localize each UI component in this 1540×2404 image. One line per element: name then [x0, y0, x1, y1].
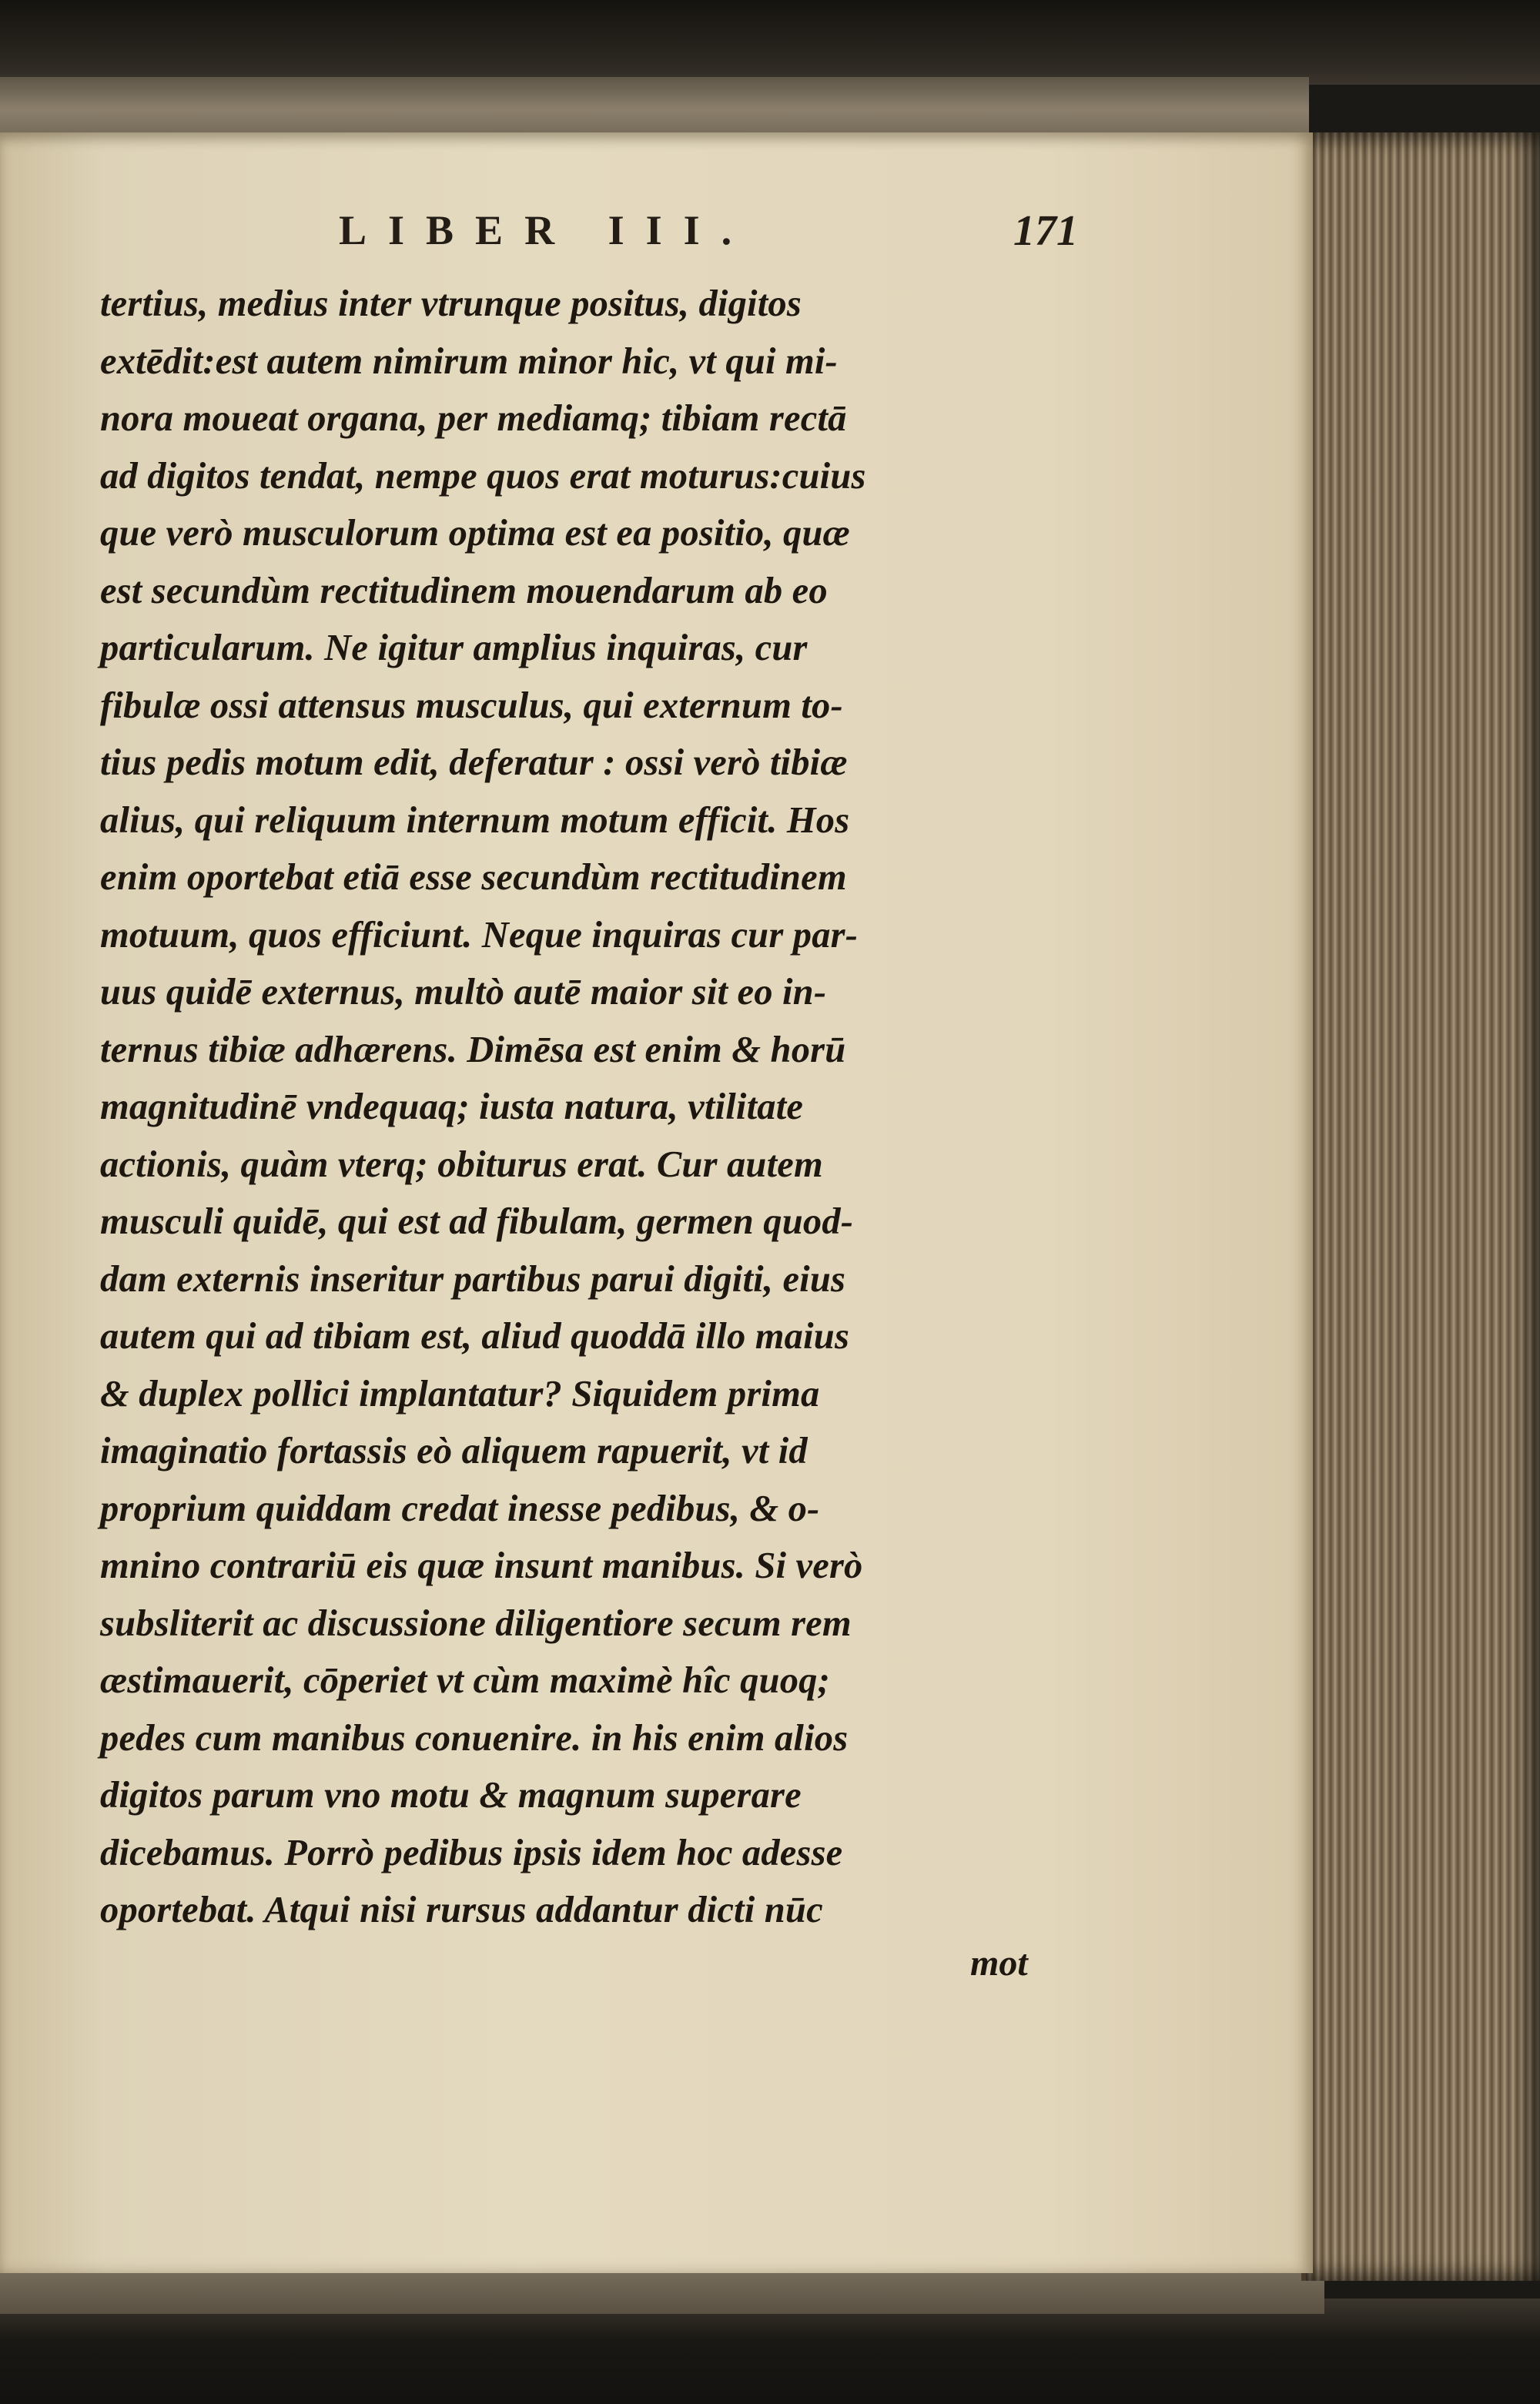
text-line: musculi quidē, qui est ad fibulam, germen quod-: [100, 1201, 854, 1242]
text-line: nora moueat organa, per mediamq; tibiam rectā: [100, 398, 847, 439]
text-line: tertius, medius inter vtrunque positus, digitos: [100, 283, 802, 324]
running-title: LIBER III.: [339, 207, 754, 253]
text-line: est secundùm rectitudinem mouendarum ab eo: [100, 570, 828, 611]
text-line: subsliterit ac discussione diligentiore secum rem: [100, 1602, 852, 1644]
text-line: extēdit:est autem nimirum minor hic, vt qui mi-: [100, 340, 838, 382]
body-text: [100, 276, 1070, 1940]
text-line: oportebat. Atqui nisi rursus addantur dicti nūc: [100, 1890, 823, 1930]
text-line: tius pedis motum edit, deferatur : ossi verò tibiæ: [100, 742, 848, 783]
text-line: proprium quiddam credat inesse pedibus, & o-: [100, 1488, 820, 1529]
text-line: que verò musculorum optima est ea positio, quæ: [100, 513, 850, 554]
text-line: ad digitos tendat, nempe quos erat moturus:cuius: [100, 455, 866, 497]
text-line: dicebamus. Porrò pedibus ipsis idem hoc adesse: [100, 1832, 843, 1873]
page-edges: [1301, 132, 1540, 2281]
text-line: dam externis inseritur partibus parui digiti, eius: [100, 1258, 846, 1300]
text-line: & duplex pollici implantatur? Siquidem prima: [100, 1373, 820, 1415]
text-line: particularum. Ne igitur amplius inquiras, cur: [100, 628, 808, 668]
catchword: mot: [970, 1943, 1028, 1984]
text-line: ternus tibiæ adhærens. Dimēsa est enim & horū: [100, 1029, 846, 1070]
text-line: magnitudinē vndequaq; iusta natura, vtilitate: [100, 1086, 804, 1127]
background-top: [0, 0, 1540, 85]
text-line: imaginatio fortassis eò aliquem rapuerit, vt id: [100, 1431, 808, 1472]
text-line: pedes cum manibus conuenire. in his enim alios: [100, 1717, 849, 1759]
text-line: uus quidē externus, multò autē maior sit eo in-: [100, 972, 827, 1013]
page-number: 171: [1013, 207, 1078, 255]
text-line: alius, qui reliquum internum motum efficit. Hos: [100, 799, 850, 841]
text-line: enim oportebat etiā esse secundùm rectitudinem: [100, 857, 847, 898]
background-bottom: [0, 2299, 1540, 2404]
text-line: autem qui ad tibiam est, aliud quoddā illo maius: [100, 1316, 850, 1357]
text-line: mnino contrariū eis quæ insunt manibus. Si verò: [100, 1545, 863, 1586]
text-line: motuum, quos efficiunt. Neque inquiras cur par-: [100, 914, 859, 956]
text-line: actionis, quàm vterq; obiturus erat. Cur autem: [100, 1143, 823, 1185]
text-line: æstimauerit, cōperiet vt cùm maximè hîc quoq;: [100, 1660, 830, 1701]
text-line: fibulæ ossi attensus musculus, qui externum to-: [100, 685, 843, 726]
text-line: digitos parum vno motu & magnum superare: [100, 1775, 802, 1816]
page-header: [339, 206, 1078, 260]
